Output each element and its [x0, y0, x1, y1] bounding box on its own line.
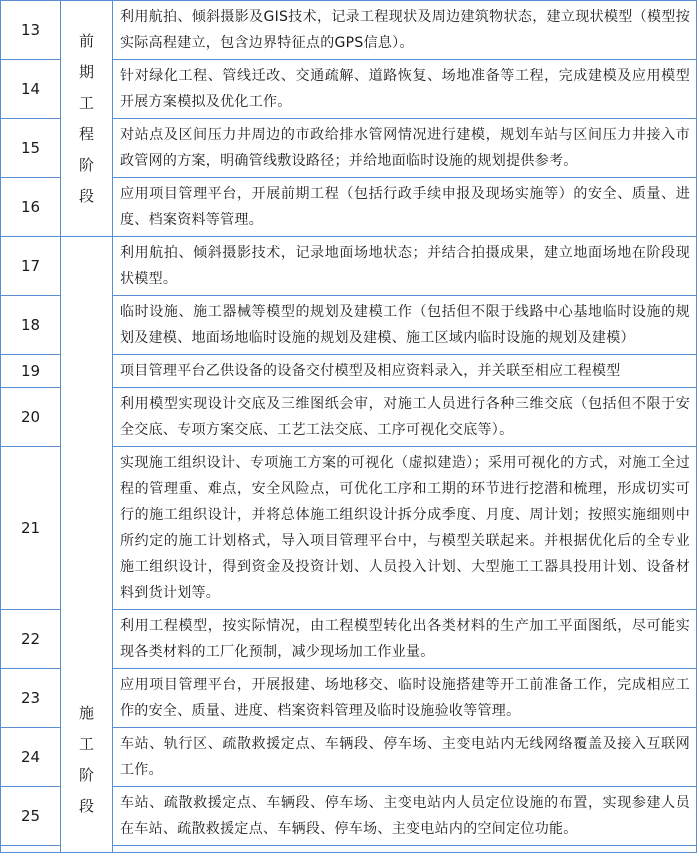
row-description: 应用项目管理平台，开展前期工程（包括行政手续申报及现场实施等）的安全、质量、进度、档案资料等管理。 [113, 178, 697, 237]
row-number: 13 [1, 1, 61, 60]
phase-cell-pre [61, 1, 113, 237]
row-description: 车站、轨行区、疏散救援定点、车辆段、停车场、主变电站内无线网络覆盖及接入互联网工作。 [113, 728, 697, 787]
row-number: 15 [1, 119, 61, 178]
phase-label: 施工阶段 [78, 704, 94, 815]
row-description: 利用航拍、倾斜摄影及GIS技术，记录工程现状及周边建筑物状态，建立现状模型（模型按实际高程建立，包含边界特征点的GPS信息）。 [113, 1, 697, 60]
row-description: 利用模型实现设计交底及三维图纸会审，对施工人员进行各种三维交底（包括但不限于安全交底、专项方案交底、工艺工法交底、工序可视化交底等）。 [113, 388, 697, 447]
row-description: 对站点及区间压力井周边的市政给排水管网情况进行建模，规划车站与区间压力井接入市政管网的方案，明确管线敷设路径；并给地面临时设施的规划提供参考。 [113, 119, 697, 178]
row-description: 车站、疏散救援定点、车辆段、停车场、主变电站内人员定位设施的布置，实现参建人员在车站、疏散救援定点、车辆段、停车场、主变电站内的空间定位功能。 [113, 787, 697, 846]
table-row [1, 1, 697, 60]
row-description: 利用航拍、倾斜摄影技术，记录地面场地状态；并结合拍摄成果，建立地面场地在阶段现状模型。 [113, 237, 697, 296]
table-row [1, 237, 697, 296]
row-number: 24 [1, 728, 61, 787]
row-number: 14 [1, 60, 61, 119]
row-number: 19 [1, 355, 61, 388]
phase-cell-construction [61, 237, 113, 853]
row-number: 18 [1, 296, 61, 355]
row-number: 25 [1, 787, 61, 846]
row-description: 项目管理平台乙供设备的设备交付模型及相应资料录入，并关联至相应工程模型 [113, 355, 697, 388]
row-number: 20 [1, 388, 61, 447]
row-number: 16 [1, 178, 61, 237]
row-number: 17 [1, 237, 61, 296]
row-number: 22 [1, 610, 61, 669]
row-description: 临时设施、施工器械等模型的规划及建模工作（包括但不限于线路中心基地临时设施的规划及建模、地面场地临时设施的规划及建模、施工区域内临时设施的规划及建模） [113, 296, 697, 355]
row-description: 利用工程模型，按实际情况，由工程模型转化出各类材料的生产加工平面图纸，尽可能实现各类材料的工厂化预制，减少现场加工作业量。 [113, 610, 697, 669]
row-description: 针对绿化工程、管线迁改、交通疏解、道路恢复、场地准备等工程，完成建模及应用模型开展方案模拟及优化工作。 [113, 60, 697, 119]
row-number: 23 [1, 669, 61, 728]
row-number: 21 [1, 447, 61, 610]
row-description: 实现施工组织设计、专项施工方案的可视化（虚拟建造）；采用可视化的方式，对施工全过程的管理重、难点，安全风险点，可优化工序和工期的环节进行挖潜和梳理，形成切实可行的施工组织设计，并将总体施工组织设计拆分成季度、月度、周计划；按照实施细则中所约定的施工计划格式，导入项目管理平台中，与模型关联起来。并根据优化后的全专业施工组织设计，得到资金及投资计划、人员投入计划、大型施工工器具投用计划、设备材料到货计划等。 [113, 447, 697, 610]
phase-label: 前期工程阶段 [78, 31, 94, 205]
row-description: 应用项目管理平台，开展报建、场地移交、临时设施搭建等开工前准备工作，完成相应工作的安全、质量、进度、档案资料管理及临时设施验收等管理。 [113, 669, 697, 728]
